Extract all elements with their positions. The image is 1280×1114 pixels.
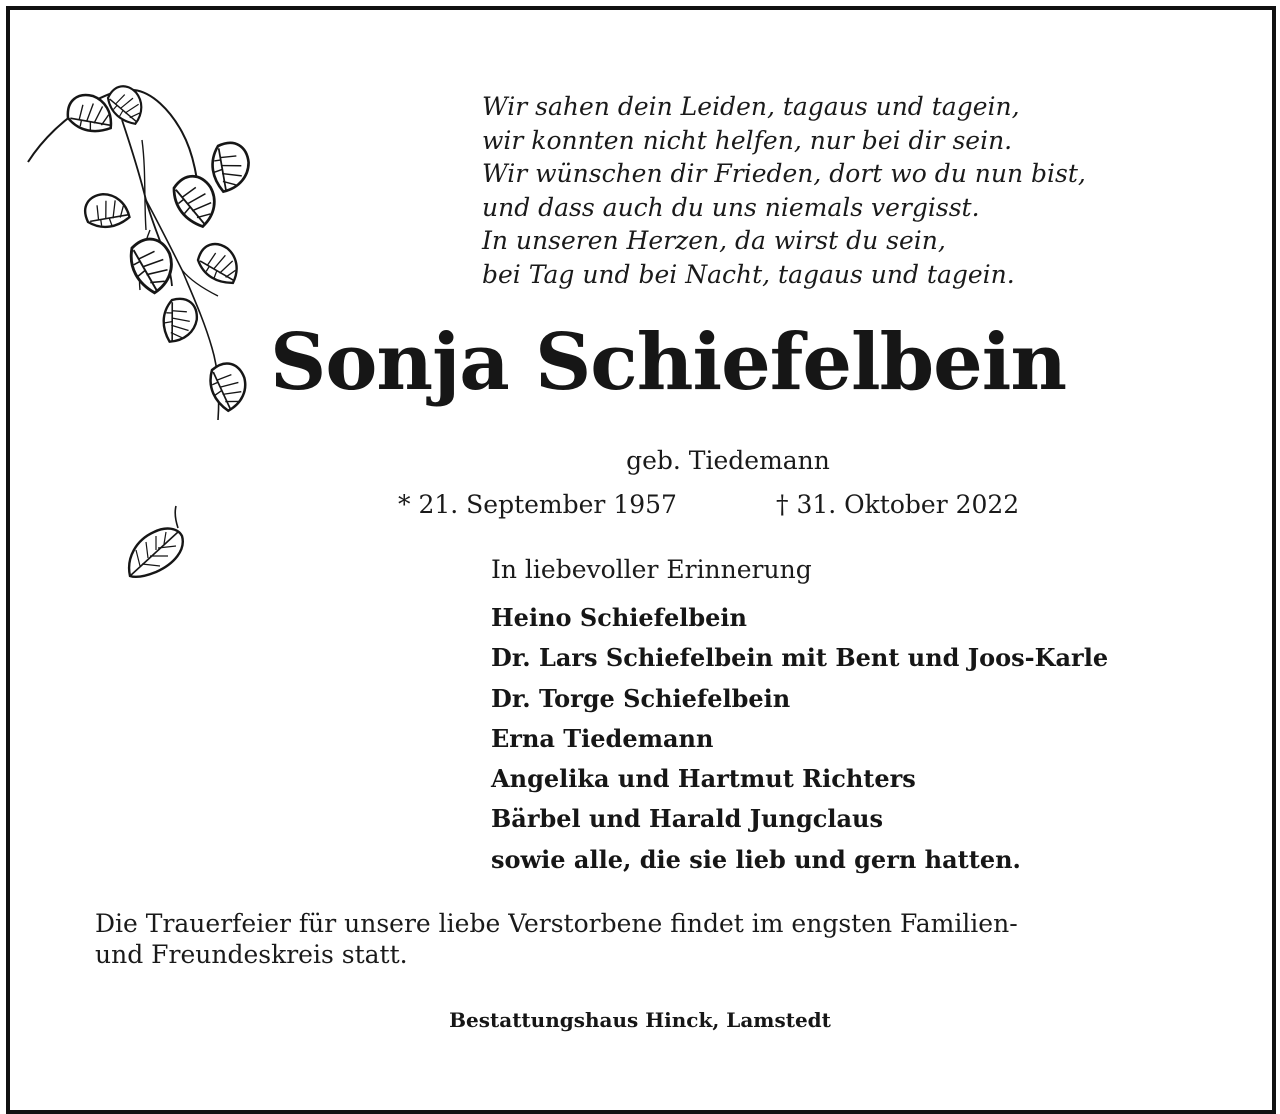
poem-line: wir konnten nicht helfen, nur bei dir sein. bbox=[482, 125, 1013, 155]
memory-line: In liebevoller Erinnerung bbox=[491, 555, 812, 584]
mourner-item: sowie alle, die sie lieb und gern hatten. bbox=[491, 844, 1021, 874]
poem-line: Wir wünschen dir Frieden, dort wo du nun bist, bbox=[482, 159, 1086, 188]
poem-line: In unseren Herzen, da wirst du sein, bbox=[482, 226, 946, 255]
mourner-item: Erna Tiedemann bbox=[491, 723, 714, 753]
poem-line: und dass auch du uns niemals vergisst. bbox=[482, 192, 980, 222]
deceased-name: Sonja Schiefelbein bbox=[270, 317, 1067, 408]
falling-leaf-icon bbox=[122, 500, 192, 590]
maiden-name: geb. Tiedemann bbox=[626, 446, 830, 475]
mourner-item: Angelika und Hartmut Richters bbox=[491, 764, 916, 794]
funeral-home: Bestattungshaus Hinck, Lamstedt bbox=[449, 1008, 831, 1032]
mourner-item: Dr. Torge Schiefelbein bbox=[491, 683, 791, 713]
mourner-item: Heino Schiefelbein bbox=[491, 603, 747, 632]
poem-line: bei Tag und bei Nacht, tagaus und tagein. bbox=[482, 259, 1015, 289]
mourner-item: Dr. Lars Schiefelbein mit Bent und Joos-Karle bbox=[491, 643, 1109, 673]
mourners-list bbox=[491, 598, 1108, 880]
notice-line: Die Trauerfeier für unsere liebe Verstorbene findet im engsten Familien- bbox=[95, 909, 1018, 938]
funeral-notice bbox=[95, 908, 1205, 970]
death-date: † 31. Oktober 2022 bbox=[776, 490, 1020, 519]
poem-line: Wir sahen dein Leiden, tagaus und tagein, bbox=[482, 92, 1020, 121]
birth-date: * 21. September 1957 bbox=[398, 490, 677, 519]
poem bbox=[482, 90, 1242, 291]
mourner-item: Bärbel und Harald Jungclaus bbox=[491, 804, 883, 834]
notice-line: und Freundeskreis statt. bbox=[95, 940, 408, 969]
birch-branch-icon bbox=[22, 80, 262, 450]
